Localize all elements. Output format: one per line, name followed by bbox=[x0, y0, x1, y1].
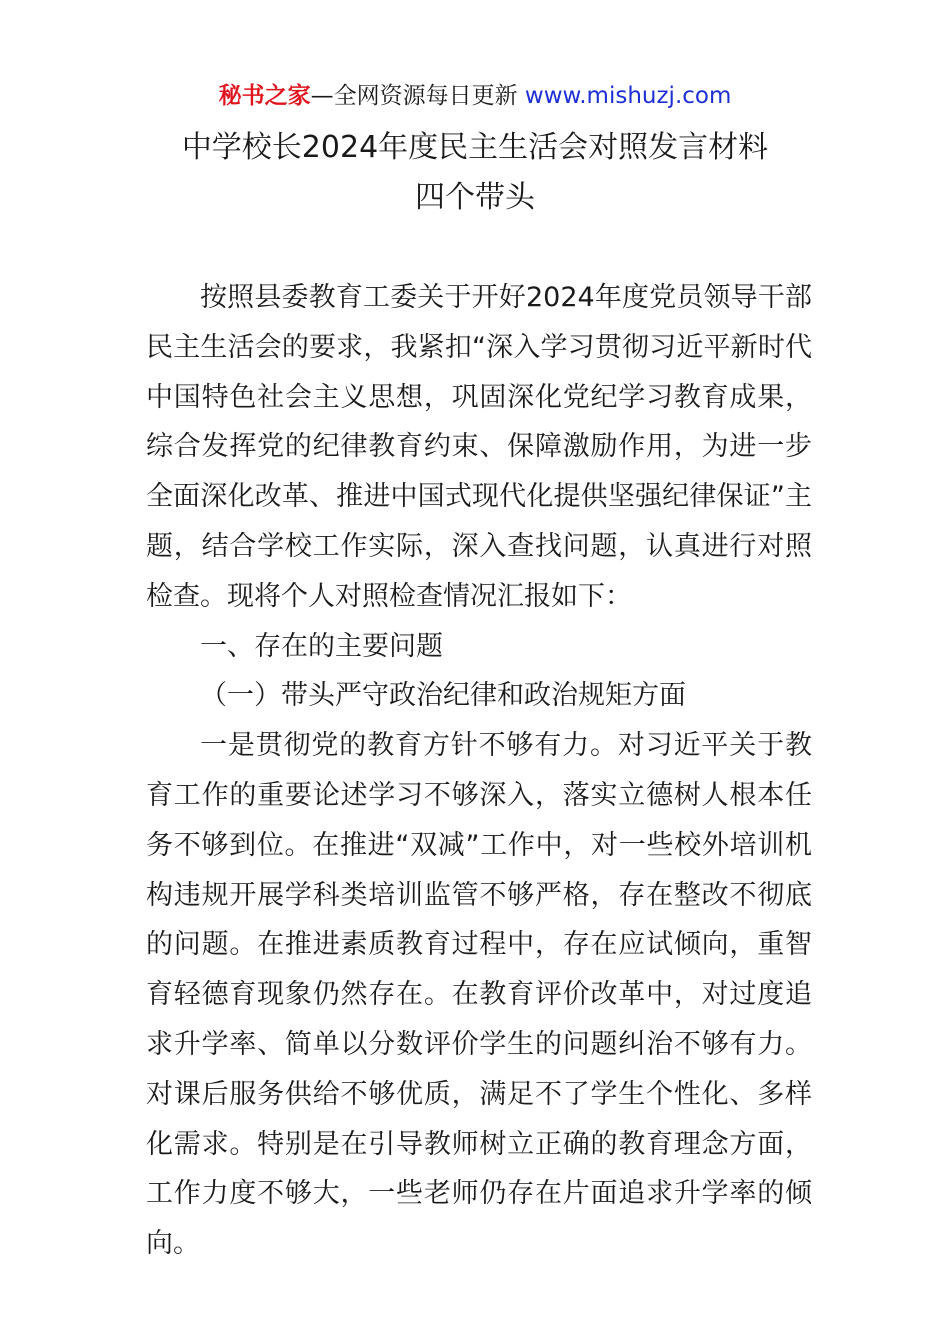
subsection-heading: （一）带头严守政治纪律和政治规矩方面 bbox=[200, 680, 686, 712]
section-heading: 一、存在的主要问题 bbox=[200, 630, 443, 662]
site-tagline: —全网资源每日更新 bbox=[310, 83, 525, 109]
paragraph-point-one: 一是贯彻党的教育方针不够有力。对习近平关于教育工作的重要论述学习不够深入，落实立德树人根本任务不够到位。在推进“双减”工作中，对一些校外培训机构违规开展学科类培训监管不够严格，存在整改不彻底的问题。在推进素质教育过程中，存在应试倾向，重智育轻德育现象仍然存在。在教育评价改革中，对过度追求升学率、简单以分数评价学生的问题纠治不够有力。对课后服务供给不够优质，满足不了学生个性化、多样化需求。特别是在引导教师树立正确的教育理念方面，工作力度不够大，一些老师仍存在片面追求升学率的倾向。 bbox=[146, 730, 812, 1260]
document-title: 中学校长2024年度民主生活会对照发言材料 bbox=[181, 130, 769, 165]
site-name: 秘书之家 bbox=[218, 83, 311, 109]
site-url-link[interactable]: www.mishuzj.com bbox=[524, 83, 732, 109]
document-body bbox=[146, 273, 812, 1269]
document-subtitle: 四个带头 bbox=[415, 180, 535, 215]
paragraph-intro: 按照县委教育工委关于开好2024年度党员领导干部民主生活会的要求，我紧扣“深入学习贯彻习近平新时代中国特色社会主义思想，巩固深化党纪学习教育成果，综合发挥党的纪律教育约束、保障激励作用，为进一步全面深化改革、推进中国式现代化提供坚强纪律保证”主题，结合学校工作实际，深入查找问题，认真进行对照检查。现将个人对照检查情况汇报如下： bbox=[146, 282, 812, 612]
site-banner bbox=[0, 80, 950, 112]
